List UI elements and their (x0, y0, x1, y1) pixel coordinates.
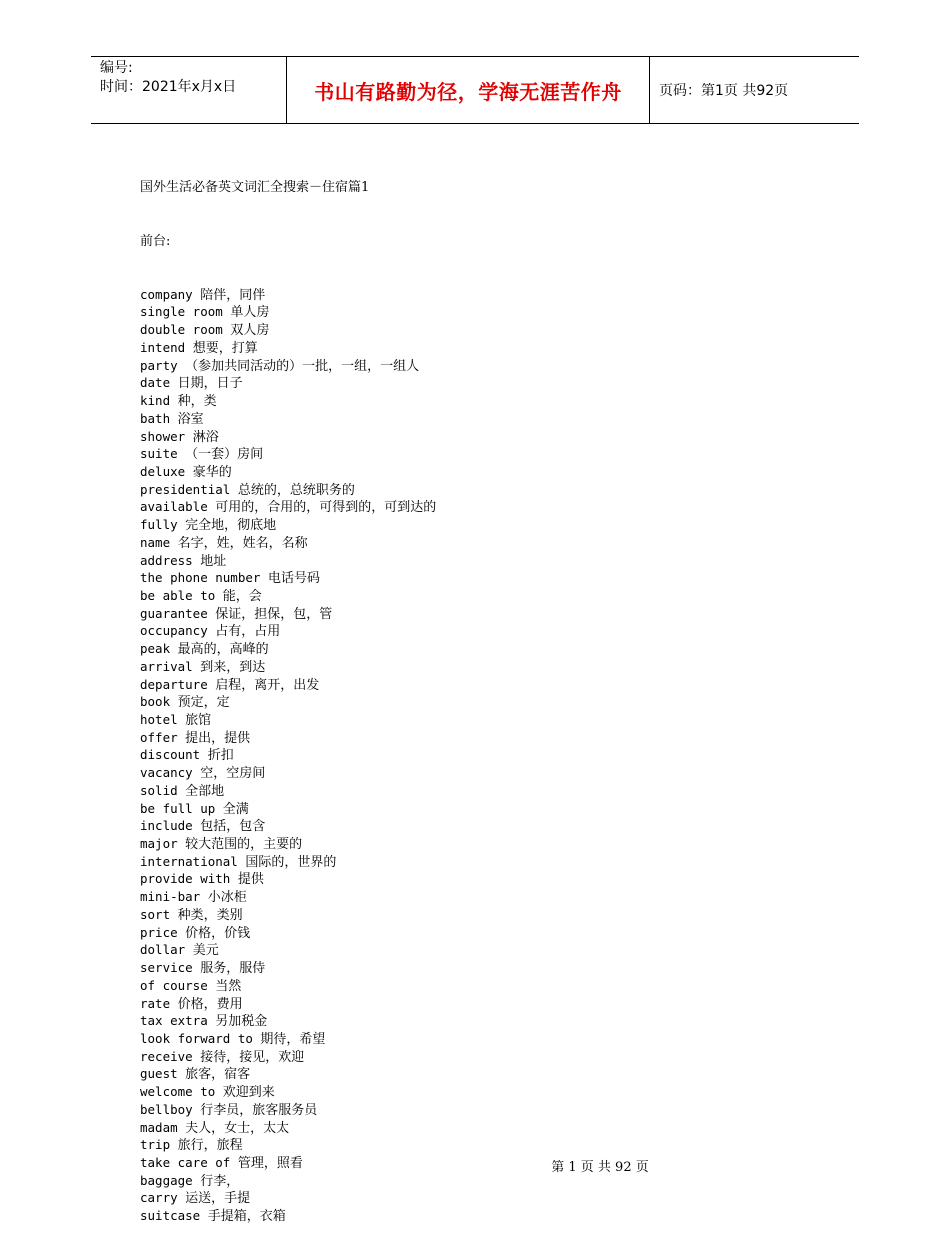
vocab-english: departure (140, 676, 216, 692)
vocab-chinese: 小冰柜 (207, 890, 247, 906)
vocab-english: presidential (140, 481, 238, 497)
vocab-chinese: 地址 (200, 553, 227, 569)
vocab-entry (140, 587, 760, 605)
vocab-entry (140, 605, 760, 623)
vocab-english: bellboy (140, 1101, 201, 1117)
vocab-english: rate (140, 995, 178, 1011)
vocab-english: guest (140, 1066, 186, 1082)
vocab-chinese: 占有，占用 (215, 624, 281, 640)
vocab-chinese: 服务，服侍 (200, 961, 266, 977)
vocab-english: double room (140, 322, 231, 338)
vocab-chinese: 最高的，高峰的 (177, 642, 269, 658)
vocab-entry (140, 764, 760, 782)
vocab-chinese: 可用的，合用的，可得到的，可到达的 (215, 500, 437, 516)
vocab-chinese: 预定，定 (177, 695, 230, 711)
vocab-entry (140, 339, 760, 357)
section-heading: 前台: (140, 233, 171, 249)
vocab-entry (140, 888, 760, 906)
vocab-chinese: 保证，担保，包，管 (215, 606, 333, 622)
vocab-chinese: 日期，日子 (177, 376, 243, 392)
vocab-entry (140, 392, 760, 410)
vocab-chinese: 运送，手提 (185, 1191, 251, 1207)
vocab-chinese: 单人房 (230, 305, 270, 321)
vocab-english: single room (140, 304, 231, 320)
header-meta (100, 59, 286, 97)
vocab-english: available (140, 499, 216, 515)
vocab-chinese: 陪伴，同伴 (200, 287, 266, 303)
vocab-chinese: 启程，离开，出发 (215, 677, 320, 693)
vocab-english: shower (140, 428, 193, 444)
vocab-chinese: 美元 (192, 943, 219, 959)
vocab-entry (140, 622, 760, 640)
page-footer: 第 1 页 共 92 页 (551, 1160, 649, 1175)
vocab-chinese: 较大范围的，主要的 (185, 837, 303, 853)
vocab-english: madam (140, 1119, 186, 1135)
vocab-chinese: 国际的，世界的 (245, 854, 337, 870)
vocab-entry (140, 676, 760, 694)
vocab-entry (140, 1207, 760, 1225)
vocab-entry (140, 410, 760, 428)
vocab-chinese: 提供 (237, 872, 264, 888)
vocab-chinese: 包括，包含 (200, 819, 266, 835)
vocab-entry (140, 924, 760, 942)
vocab-entry (140, 693, 760, 711)
vocab-entry (140, 516, 760, 534)
vocab-english: include (140, 818, 201, 834)
vocab-entry (140, 303, 760, 321)
vocab-english: baggage (140, 1172, 201, 1188)
vocab-entry (140, 428, 760, 446)
vocab-chinese: 接待，接见，欢迎 (200, 1049, 305, 1065)
vocab-entry (140, 941, 760, 959)
vocab-chinese: 提出，提供 (185, 730, 251, 746)
vocab-english: of course (140, 977, 216, 993)
vocab-english: fully (140, 517, 186, 533)
vocab-english: bath (140, 410, 178, 426)
vocab-english: service (140, 960, 201, 976)
vocab-entry (140, 357, 760, 375)
vocab-entry (140, 977, 760, 995)
vocab-entry (140, 1189, 760, 1207)
vocab-chinese: 手提箱，衣箱 (207, 1209, 286, 1225)
vocab-chinese: 管理，照看 (237, 1155, 303, 1171)
vocab-english: guarantee (140, 605, 216, 621)
vocab-entry (140, 1136, 760, 1154)
vocab-entry (140, 286, 760, 304)
vocab-chinese: 期待，希望 (260, 1031, 326, 1047)
vocab-chinese: 豪华的 (192, 464, 232, 480)
vocab-entry (140, 498, 760, 516)
vocab-entry (140, 906, 760, 924)
header-motto: 书山有路勤为径，学海无涯苦作舟 (314, 79, 622, 104)
vocab-entry (140, 853, 760, 871)
vocab-entry (140, 1083, 760, 1101)
vocab-chinese: 折扣 (207, 748, 234, 764)
vocab-entry (140, 1048, 760, 1066)
vocab-entry (140, 658, 760, 676)
vocab-chinese: 种类，类别 (177, 907, 243, 923)
vocab-chinese: 当然 (215, 978, 242, 994)
vocab-english: international (140, 853, 246, 869)
vocab-chinese: 完全地，彻底地 (185, 518, 277, 534)
vocab-english: dollar (140, 942, 193, 958)
vocab-english: look forward to (140, 1030, 261, 1046)
vocab-english: discount (140, 747, 208, 763)
vocab-entry (140, 817, 760, 835)
vocab-english: offer (140, 729, 186, 745)
vocab-english: peak (140, 641, 178, 657)
vocab-entry (140, 1030, 760, 1048)
vocab-english: be full up (140, 800, 223, 816)
vocab-chinese: 电话号码 (267, 571, 320, 587)
vocab-entry (140, 552, 760, 570)
vocab-entry (140, 481, 760, 499)
vocab-chinese: 到来，到达 (200, 659, 266, 675)
vocab-english: kind (140, 393, 178, 409)
vocab-english: the phone number (140, 570, 268, 586)
vocab-chinese: 价格，费用 (177, 996, 243, 1012)
vocab-entry (140, 711, 760, 729)
vocab-english: name (140, 534, 178, 550)
vocab-entry (140, 374, 760, 392)
vocab-chinese: 空，空房间 (200, 766, 266, 782)
vocab-chinese: 行李员，旅客服务员 (200, 1102, 318, 1118)
vocab-english: welcome to (140, 1084, 223, 1100)
vocab-chinese: （参加共同活动的）一批，一组，一组人 (185, 358, 420, 374)
vocab-entry (140, 959, 760, 977)
vocab-english: date (140, 375, 178, 391)
vocab-english: vacancy (140, 765, 201, 781)
vocab-entry (140, 782, 760, 800)
vocab-english: address (140, 552, 201, 568)
vocab-english: take care of (140, 1154, 238, 1170)
vocab-english: party (140, 357, 186, 373)
vocab-english: book (140, 694, 178, 710)
vocab-english: deluxe (140, 463, 193, 479)
vocab-english: provide with (140, 871, 238, 887)
vocab-entry (140, 569, 760, 587)
vocab-english: suite (140, 446, 186, 462)
vocab-english: trip (140, 1137, 178, 1153)
vocab-chinese: 淋浴 (192, 429, 219, 445)
vocab-entry (140, 800, 760, 818)
vocab-entry (140, 729, 760, 747)
vocab-entry (140, 534, 760, 552)
vocab-chinese: 能，会 (222, 588, 262, 604)
vocab-entry (140, 640, 760, 658)
vocab-entry (140, 746, 760, 764)
vocab-chinese: 旅客，宿客 (185, 1067, 251, 1083)
vocab-english: solid (140, 782, 186, 798)
vocab-chinese: 总统的，总统职务的 (237, 482, 355, 498)
document-title: 国外生活必备英文词汇全搜索－住宿篇1 (140, 180, 370, 196)
vocab-chinese: 价格，价钱 (185, 925, 251, 941)
vocab-chinese: 另加税金 (215, 1014, 268, 1030)
vocab-entry (140, 995, 760, 1013)
vocab-entry (140, 1119, 760, 1137)
vocab-chinese: 旅馆 (185, 713, 212, 728)
vocab-english: be able to (140, 587, 223, 603)
vocab-english: receive (140, 1048, 201, 1064)
vocab-entry (140, 445, 760, 463)
header-divider (649, 57, 650, 123)
vocab-english: mini-bar (140, 889, 208, 905)
vocab-english: arrival (140, 658, 201, 674)
vocab-chinese: 名字，姓，姓名，名称 (177, 535, 308, 551)
vocab-entry (140, 1012, 760, 1030)
vocab-chinese: 想要，打算 (192, 340, 258, 356)
header-page-info: 页码：第1页 共92页 (659, 83, 789, 99)
vocab-english: hotel (140, 712, 186, 727)
vocab-english: suitcase (140, 1208, 208, 1224)
vocab-chinese: 种，类 (177, 394, 217, 410)
vocab-entry (140, 463, 760, 481)
vocab-english: company (140, 286, 201, 302)
vocab-entry (140, 1101, 760, 1119)
vocab-english: carry (140, 1190, 186, 1206)
page-header (91, 56, 859, 124)
vocab-english: intend (140, 339, 193, 355)
vocab-chinese: 夫人，女士，太太 (185, 1120, 290, 1136)
vocab-chinese: （一套）房间 (185, 447, 264, 463)
vocab-chinese: 全满 (222, 801, 249, 817)
time-label: 时间：2021年x月x日 (100, 79, 237, 95)
vocab-english: sort (140, 906, 178, 922)
vocab-english: tax extra (140, 1013, 216, 1029)
vocab-entry (140, 835, 760, 853)
vocab-entry (140, 870, 760, 888)
vocab-chinese: 浴室 (177, 411, 204, 427)
document-body (140, 144, 760, 1243)
vocab-chinese: 双人房 (230, 323, 270, 339)
vocab-english: occupancy (140, 623, 216, 639)
vocab-entry (140, 1065, 760, 1083)
vocab-chinese: 欢迎到来 (222, 1085, 275, 1101)
vocab-chinese: 旅行，旅程 (177, 1138, 243, 1154)
vocabulary-list (140, 286, 760, 1225)
vocab-english: price (140, 924, 186, 940)
vocab-english: major (140, 836, 186, 852)
vocab-chinese: 全部地 (185, 783, 225, 799)
vocab-entry (140, 321, 760, 339)
vocab-chinese: 行李， (200, 1173, 240, 1189)
number-label: 编号: (100, 60, 133, 76)
